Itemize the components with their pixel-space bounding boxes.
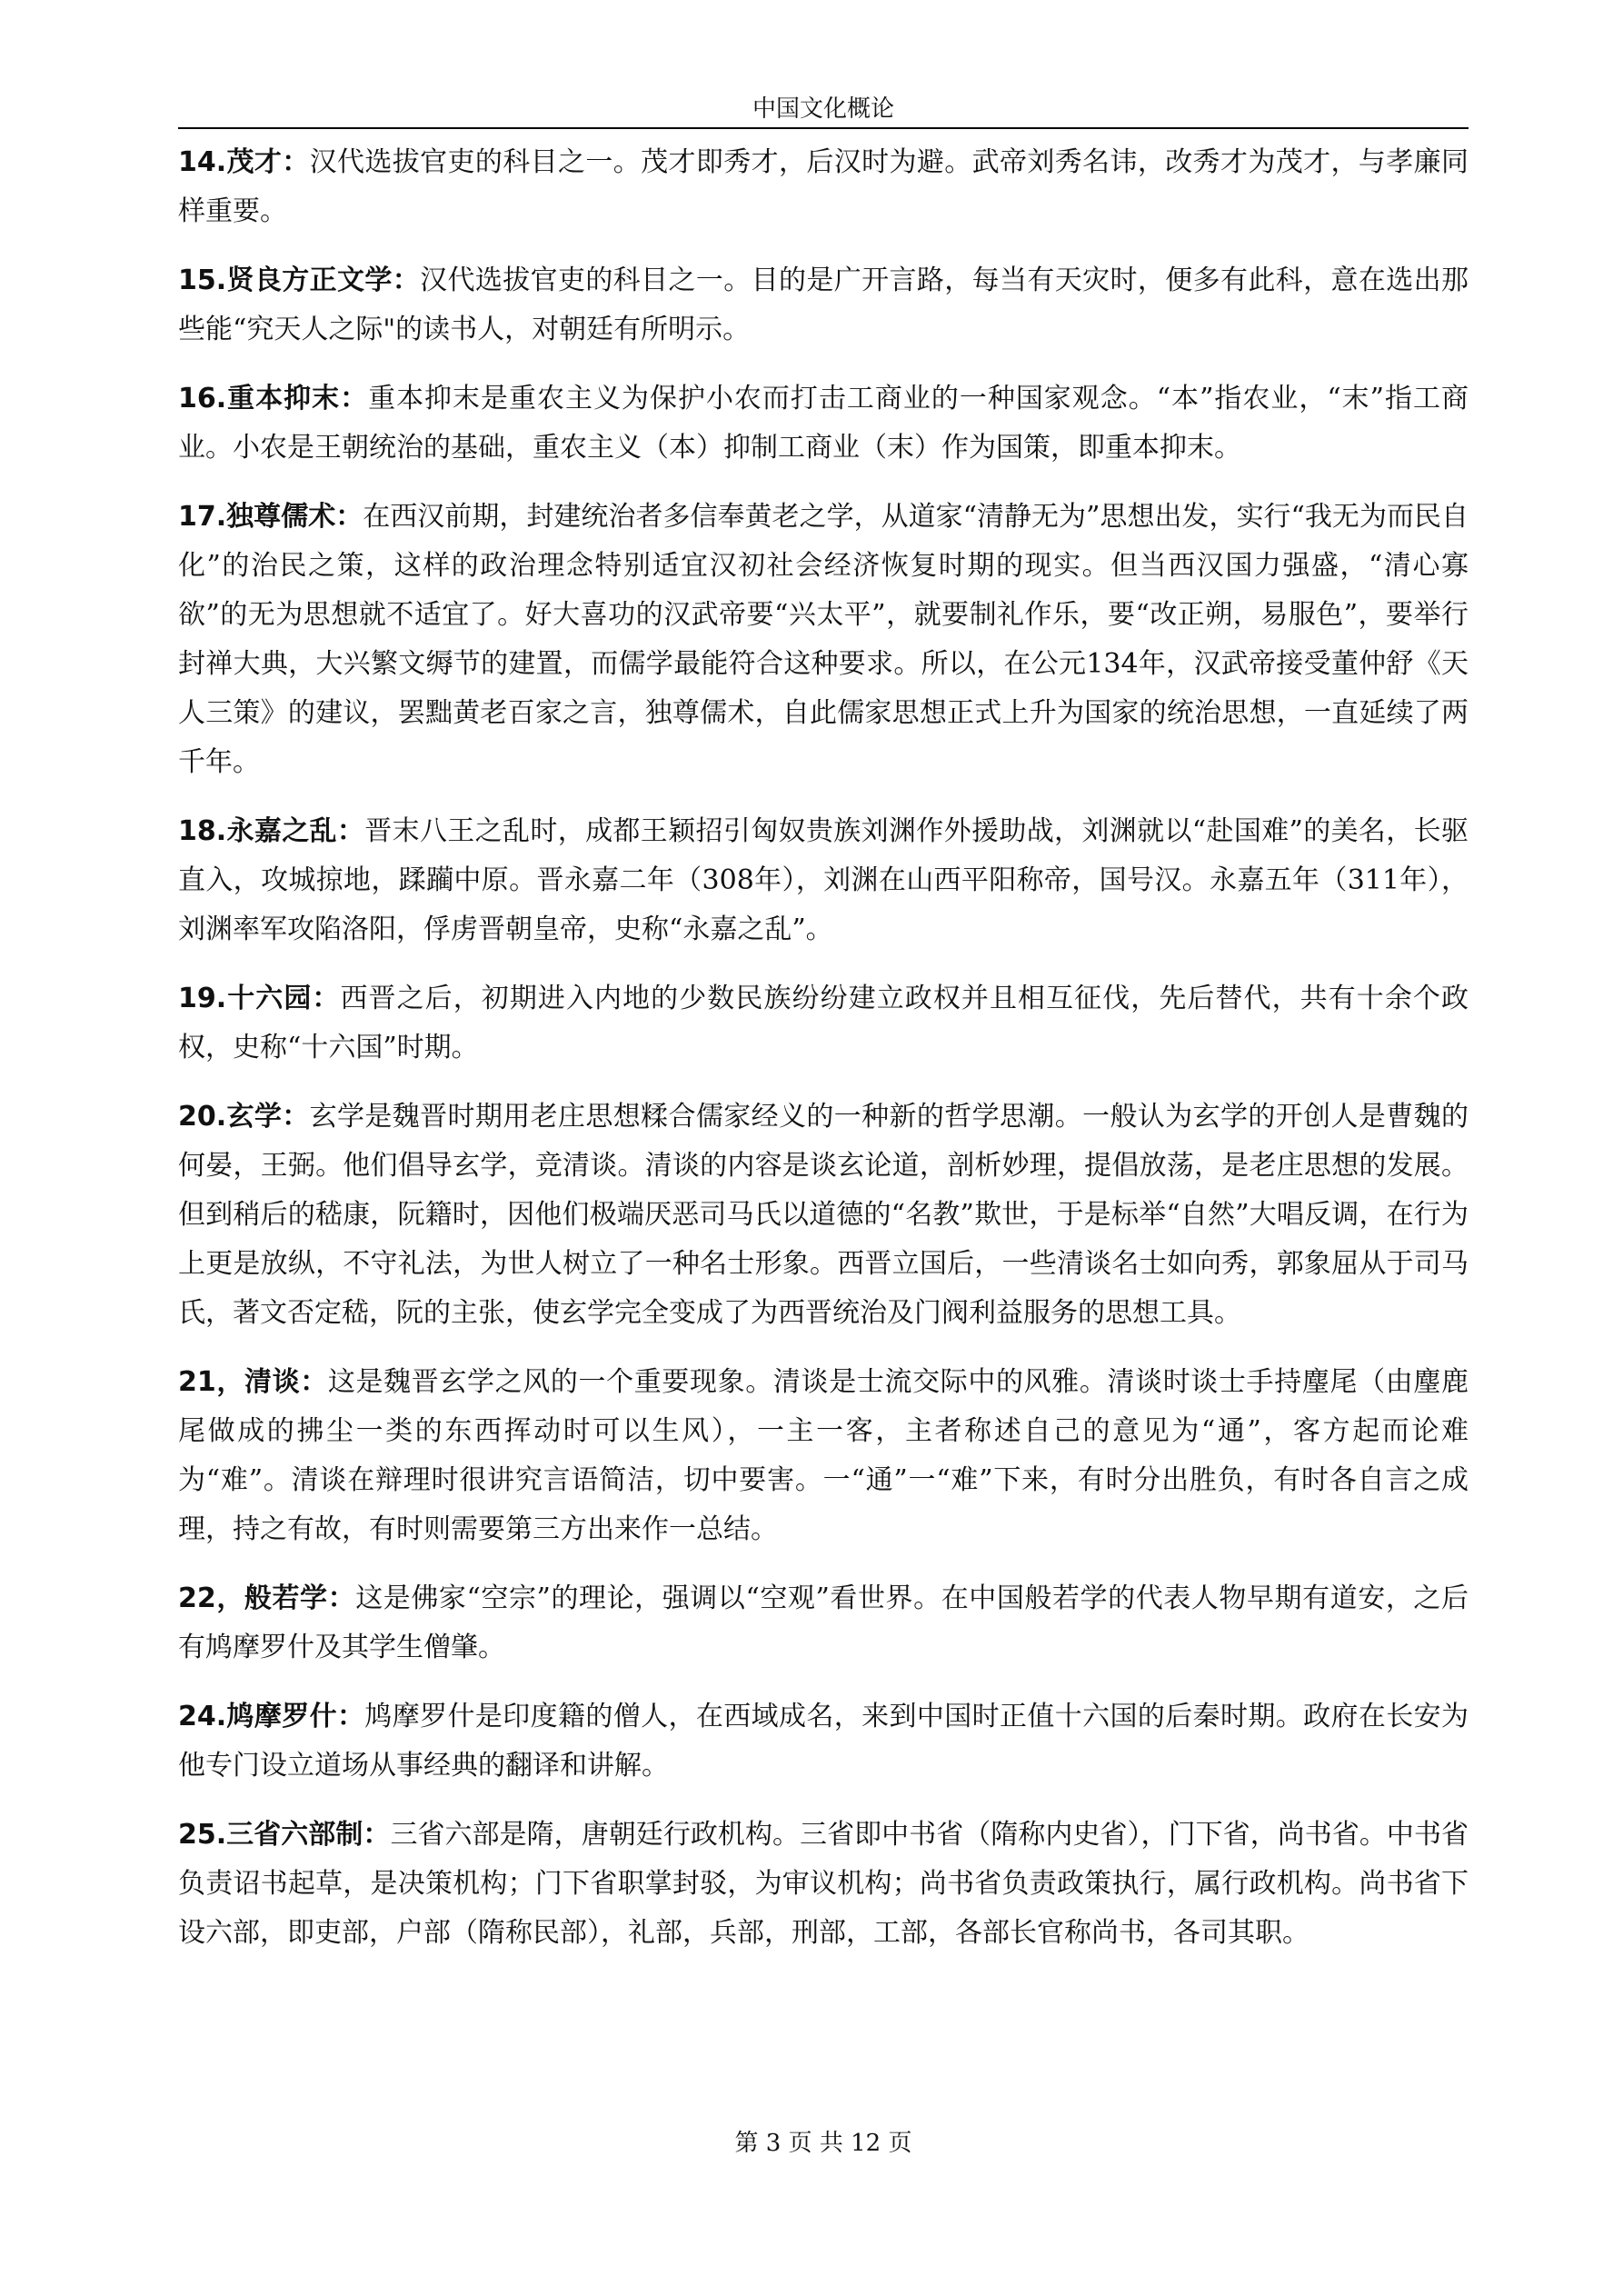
entry-21 [178, 1358, 1469, 1554]
entry-text: 这是魏晋玄学之风的一个重要现象。清谈是士流交际中的风雅。清谈时谈士手持麈尾（由麈鹿尾做成的拂尘一类的东西挥动时可以生风），一主一客，主者称述自己的意见为“通”，客方起而论难为“难”。清谈在辩理时很讲究言语简洁，切中要害。一“通”一“难”下来，有时分出胜负，有时各自言之成理，持之有故，有时则需要第三方出来作一总结。 [178, 1366, 1469, 1545]
entry-15 [178, 256, 1469, 354]
entry-25 [178, 1811, 1469, 1958]
entry-text: 三省六部是隋，唐朝廷行政机构。三省即中书省（隋称内史省），门下省，尚书省。中书省负责诏书起草，是决策机构；门下省职掌封驳，为审议机构；尚书省负责政策执行，属行政机构。尚书省下设六部，即吏部，户部（隋称民部），礼部，兵部，刑部，工部，各部长官称尚书，各司其职。 [178, 1819, 1469, 1949]
entry-20 [178, 1093, 1469, 1338]
entry-16 [178, 374, 1469, 473]
entry-text: 晋末八王之乱时，成都王颖招引匈奴贵族刘渊作外援助战，刘渊就以“赴国难”的美名，长驱直入，攻城掠地，蹂躏中原。晋永嘉二年（308年），刘渊在山西平阳称帝，国号汉。永嘉五年（311年），刘渊率军攻陷洛阳，俘虏晋朝皇帝，史称“永嘉之乱”。 [178, 815, 1469, 945]
entry-term: 14.茂才： [178, 146, 310, 178]
entry-term: 20.玄学： [178, 1101, 310, 1133]
entry-text: 这是佛家“空宗”的理论，强调以“空观”看世界。在中国般若学的代表人物早期有道安，之后有鸠摩罗什及其学生僧肇。 [178, 1582, 1469, 1663]
entry-17 [178, 493, 1469, 787]
entry-term: 15.贤良方正文学： [178, 265, 421, 296]
entry-text: 汉代选拔官吏的科目之一。茂才即秀才，后汉时为避。武帝刘秀名讳，改秀才为茂才，与孝廉同样重要。 [178, 146, 1469, 227]
entry-text: 汉代选拔官吏的科目之一。目的是广开言路，每当有天灾时，便多有此科，意在选出那些能“究天人之际"的读书人，对朝廷有所明示。 [178, 265, 1469, 345]
entry-text: 西晋之后，初期进入内地的少数民族纷纷建立政权并且相互征伐，先后替代，共有十余个政权，史称“十六国”时期。 [178, 983, 1469, 1063]
entry-term: 22，般若学： [178, 1582, 356, 1614]
entry-19 [178, 974, 1469, 1073]
entry-term: 25.三省六部制： [178, 1819, 391, 1851]
entry-text: 玄学是魏晋时期用老庄思想糅合儒家经义的一种新的哲学思潮。一般认为玄学的开创人是曹魏的何晏，王弼。他们倡导玄学，竞清谈。清谈的内容是谈玄论道，剖析妙理，提倡放荡，是老庄思想的发展。但到稍后的嵇康，阮籍时，因他们极端厌恶司马氏以道德的“名教”欺世，于是标举“自然”大唱反调，在行为上更是放纵，不守礼法，为世人树立了一种名士形象。西晋立国后，一些清谈名士如向秀，郭象屈从于司马氏，著文否定嵇，阮的主张，使玄学完全变成了为西晋统治及门阀利益服务的思想工具。 [178, 1101, 1469, 1329]
entry-text: 鸠摩罗什是印度籍的僧人，在西域成名，来到中国时正值十六国的后秦时期。政府在长安为他专门设立道场从事经典的翻译和讲解。 [178, 1701, 1469, 1782]
entry-22 [178, 1574, 1469, 1672]
entry-14 [178, 138, 1469, 236]
page-number: 第 3 页 共 12 页 [734, 2130, 912, 2157]
running-header: 中国文化概论 [752, 95, 894, 123]
entry-term: 24.鸠摩罗什： [178, 1701, 365, 1732]
entry-term: 16.重本抑末： [178, 383, 369, 414]
entry-text: 在西汉前期，封建统治者多信奉黄老之学，从道家“清静无为”思想出发，实行“我无为而民自化”的治民之策，这样的政治理念特别适宜汉初社会经济恢复时期的现实。但当西汉国力强盛，“清心寡欲”的无为思想就不适宜了。好大喜功的汉武帝要“兴太平”，就要制礼作乐，要“改正朔，易服色”，要举行封禅大典，大兴繁文缛节的建置，而儒学最能符合这种要求。所以，在公元134年，汉武帝接受董仲舒《天人三策》的建议，罢黜黄老百家之言，独尊儒术，自此儒家思想正式上升为国家的统治思想，一直延续了两千年。 [178, 501, 1469, 778]
entry-24 [178, 1692, 1469, 1791]
entry-term: 19.十六园： [178, 983, 341, 1014]
entry-list [178, 138, 1469, 1978]
entry-text: 重本抑末是重农主义为保护小农而打击工商业的一种国家观念。“本”指农业，“末”指工商业。小农是王朝统治的基础，重农主义（本）抑制工商业（末）作为国策，即重本抑末。 [178, 383, 1469, 464]
entry-term: 21，清谈： [178, 1366, 328, 1398]
entry-term: 17.独尊儒术： [178, 501, 363, 533]
header-rule [178, 127, 1469, 129]
entry-term: 18.永嘉之乱： [178, 815, 365, 847]
entry-18 [178, 807, 1469, 954]
